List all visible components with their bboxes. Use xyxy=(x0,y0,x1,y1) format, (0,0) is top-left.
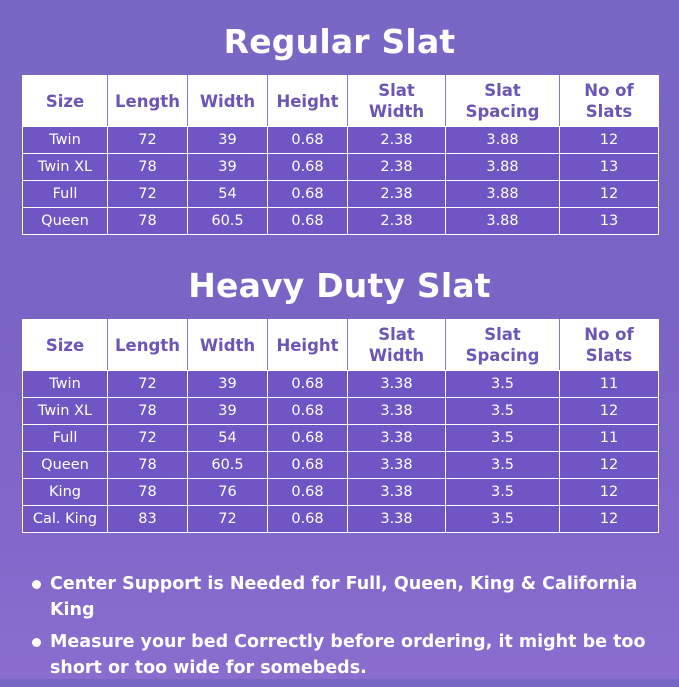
table-cell: 12 xyxy=(560,398,659,425)
table-cell: 11 xyxy=(560,425,659,452)
column-header: Length xyxy=(108,76,188,127)
table-cell: 72 xyxy=(108,181,188,208)
table-cell: 72 xyxy=(188,506,268,533)
table-row xyxy=(23,452,659,479)
table-cell: 39 xyxy=(188,127,268,154)
column-header: Width xyxy=(188,320,268,371)
table-cell: 0.68 xyxy=(268,154,348,181)
table-row xyxy=(23,154,659,181)
table-cell: 12 xyxy=(560,452,659,479)
table-cell: 2.38 xyxy=(348,208,446,235)
table-cell: 3.38 xyxy=(348,425,446,452)
column-header: Slat Spacing xyxy=(446,76,560,127)
table-cell: Twin XL xyxy=(23,154,108,181)
table-cell: 12 xyxy=(560,479,659,506)
table-cell: 78 xyxy=(108,398,188,425)
column-header: Length xyxy=(108,320,188,371)
table-cell: 0.68 xyxy=(268,181,348,208)
table-row xyxy=(23,371,659,398)
table-cell: 2.38 xyxy=(348,154,446,181)
heavy-duty-slat-title: Heavy Duty Slat xyxy=(188,266,491,305)
table-cell: 12 xyxy=(560,506,659,533)
table-cell: 0.68 xyxy=(268,371,348,398)
regular-slat-table xyxy=(22,75,659,235)
table-cell: 0.68 xyxy=(268,506,348,533)
table-cell: 72 xyxy=(108,371,188,398)
table-cell: Full xyxy=(23,425,108,452)
table-cell: 0.68 xyxy=(268,127,348,154)
table-cell: 2.38 xyxy=(348,181,446,208)
table-cell: 0.68 xyxy=(268,398,348,425)
table-cell: 0.68 xyxy=(268,208,348,235)
table-cell: 3.5 xyxy=(446,398,560,425)
table-header-row xyxy=(23,76,659,127)
table-cell: 39 xyxy=(188,371,268,398)
table-cell: 0.68 xyxy=(268,479,348,506)
note-item xyxy=(32,629,662,681)
table-cell: 13 xyxy=(560,154,659,181)
table-cell: 76 xyxy=(188,479,268,506)
table-cell: 39 xyxy=(188,154,268,181)
table-cell: 54 xyxy=(188,425,268,452)
table-cell: Full xyxy=(23,181,108,208)
table-cell: 3.38 xyxy=(348,479,446,506)
table-cell: 3.38 xyxy=(348,452,446,479)
table-cell: Queen xyxy=(23,208,108,235)
table-header-row xyxy=(23,320,659,371)
table-cell: 3.38 xyxy=(348,398,446,425)
table-cell: Twin xyxy=(23,371,108,398)
table-cell: 3.5 xyxy=(446,506,560,533)
table-cell: 3.5 xyxy=(446,371,560,398)
table-cell: King xyxy=(23,479,108,506)
table-cell: 60.5 xyxy=(188,208,268,235)
column-header: Slat Width xyxy=(348,76,446,127)
table-cell: 72 xyxy=(108,127,188,154)
table-cell: 3.88 xyxy=(446,154,560,181)
table-row xyxy=(23,425,659,452)
column-header: Size xyxy=(23,76,108,127)
table-cell: 78 xyxy=(108,154,188,181)
table-cell: 3.88 xyxy=(446,181,560,208)
bullet-icon xyxy=(32,580,41,589)
table-row xyxy=(23,208,659,235)
table-cell: Twin XL xyxy=(23,398,108,425)
table-cell: 3.88 xyxy=(446,127,560,154)
column-header: No of Slats xyxy=(560,320,659,371)
table-cell: 3.38 xyxy=(348,371,446,398)
table-cell: 2.38 xyxy=(348,127,446,154)
column-header: Height xyxy=(268,320,348,371)
table-cell: 3.5 xyxy=(446,452,560,479)
table-cell: 0.68 xyxy=(268,452,348,479)
table-cell: 72 xyxy=(108,425,188,452)
column-header: Size xyxy=(23,320,108,371)
note-text: Measure your bed Correctly before ordering, it might be too short or too wide for somebeds. xyxy=(50,632,646,678)
table-row xyxy=(23,479,659,506)
column-header: Slat Spacing xyxy=(446,320,560,371)
table-cell: Twin xyxy=(23,127,108,154)
table-cell: 78 xyxy=(108,452,188,479)
table-cell: 11 xyxy=(560,371,659,398)
table-cell: Cal. King xyxy=(23,506,108,533)
table-cell: 13 xyxy=(560,208,659,235)
column-header: Width xyxy=(188,76,268,127)
table-cell: 3.5 xyxy=(446,479,560,506)
table-cell: 12 xyxy=(560,127,659,154)
table-row xyxy=(23,398,659,425)
table-cell: 78 xyxy=(108,208,188,235)
table-cell: 78 xyxy=(108,479,188,506)
heavy-duty-slat-table xyxy=(22,319,659,533)
table-row xyxy=(23,181,659,208)
notes-list xyxy=(32,571,662,687)
table-cell: Queen xyxy=(23,452,108,479)
regular-slat-title: Regular Slat xyxy=(223,22,456,61)
table-cell: 12 xyxy=(560,181,659,208)
table-cell: 83 xyxy=(108,506,188,533)
note-item xyxy=(32,571,662,623)
column-header: Height xyxy=(268,76,348,127)
table-cell: 0.68 xyxy=(268,425,348,452)
table-cell: 3.88 xyxy=(446,208,560,235)
table-cell: 39 xyxy=(188,398,268,425)
table-cell: 54 xyxy=(188,181,268,208)
bullet-icon xyxy=(32,638,41,647)
column-header: No of Slats xyxy=(560,76,659,127)
table-cell: 60.5 xyxy=(188,452,268,479)
table-cell: 3.5 xyxy=(446,425,560,452)
table-cell: 3.38 xyxy=(348,506,446,533)
table-row xyxy=(23,506,659,533)
note-text: Center Support is Needed for Full, Queen, King & California King xyxy=(50,574,638,620)
table-row xyxy=(23,127,659,154)
column-header: Slat Width xyxy=(348,320,446,371)
